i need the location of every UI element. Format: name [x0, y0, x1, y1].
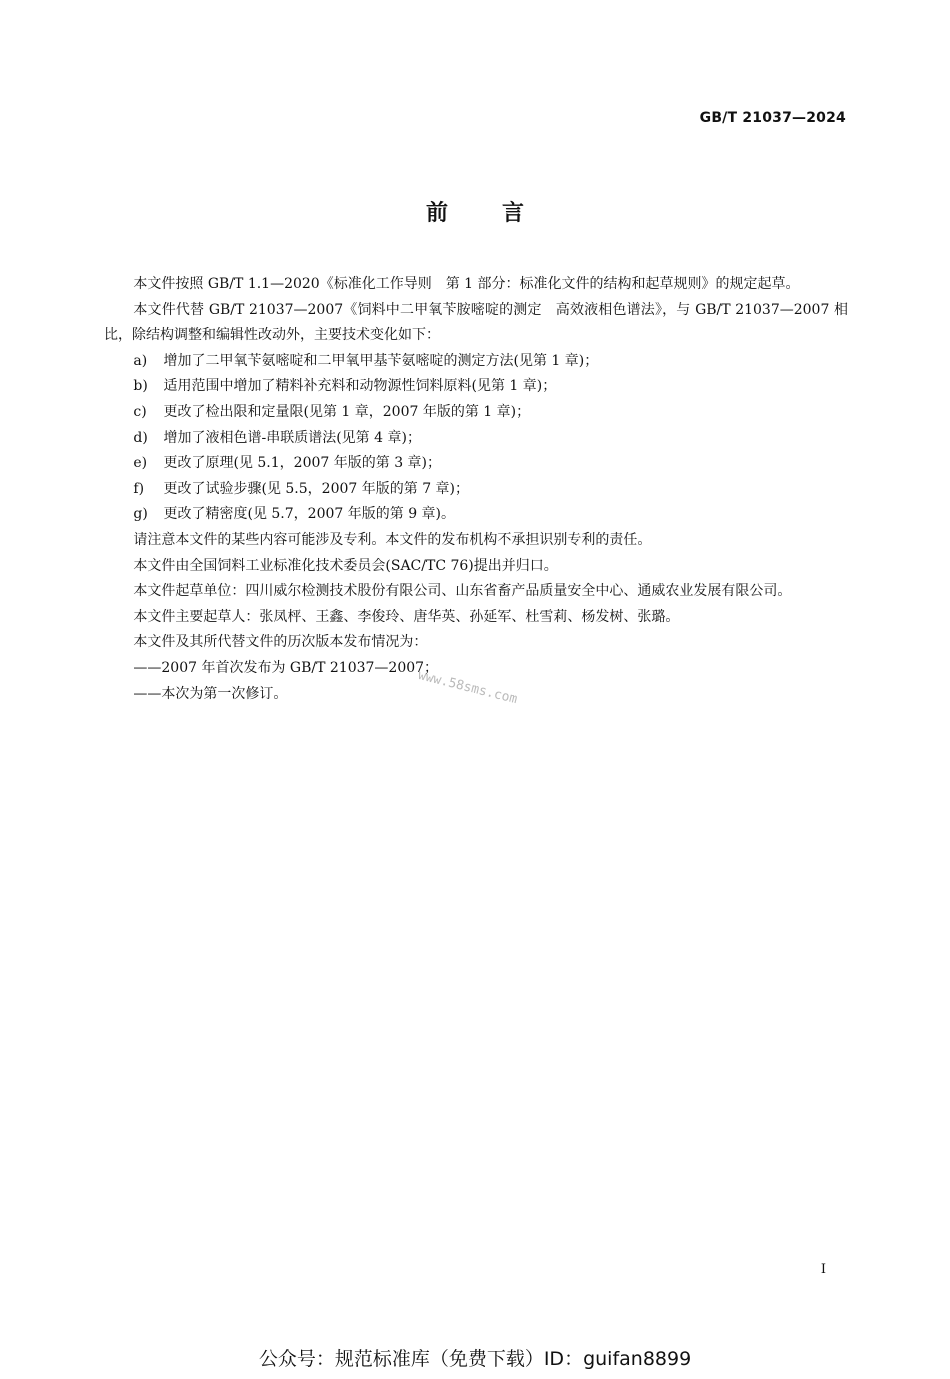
change-item — [104, 477, 848, 503]
paragraph-history-intro: 本文件及其所代替文件的历次版本发布情况为： — [133, 634, 428, 651]
title-char-1: 前 — [425, 201, 448, 226]
change-marker: a) — [133, 352, 148, 369]
paragraph-drafting-units: 本文件起草单位：四川威尔检测技术股份有限公司、山东省畜产品质量安全中心、通威农业发展有限公司。 — [133, 583, 792, 600]
change-marker: f) — [133, 480, 145, 497]
title-char-2: 言 — [502, 201, 525, 226]
change-marker: g) — [133, 506, 148, 523]
change-text: 增加了二甲氧苄氨嘧啶和二甲氧甲基苄氨嘧啶的测定方法(见第 1 章)； — [163, 352, 599, 369]
change-text: 增加了液相色谱-串联质谱法(见第 4 章)； — [163, 429, 421, 446]
change-marker: b) — [133, 378, 148, 395]
change-text: 更改了试验步骤(见 5.5，2007 年版的第 7 章)； — [163, 480, 470, 497]
paragraph-drafting-rules: 本文件按照 GB/T 1.1—2020《标准化工作导则 第 1 部分：标准化文件的结构和起草规则》的规定起草。 — [133, 276, 800, 292]
change-item — [104, 502, 848, 528]
page-number: I — [820, 1262, 826, 1277]
paragraph-patent-notice: 请注意本文件的某些内容可能涉及专利。本文件的发布机构不承担识别专利的责任。 — [133, 531, 652, 548]
page-title — [0, 196, 950, 227]
paragraph-drafters: 本文件主要起草人：张凤枰、王鑫、李俊玲、唐华英、孙延军、杜雪莉、杨发树、张璐。 — [133, 608, 680, 625]
paragraph-replacement: 本文件代替 GB/T 21037—2007《饲料中二甲氧苄胺嘧啶的测定 高效液相色谱法》，与 GB/T 21037—2007 相比，除结构调整和编辑性改动外，主要技术变化如下： — [104, 301, 848, 344]
history-item: ——本次为第一次修订。 — [133, 685, 288, 702]
change-text: 更改了精密度(见 5.7，2007 年版的第 9 章)。 — [163, 506, 456, 523]
history-item: ——2007 年首次发布为 GB/T 21037—2007； — [133, 659, 439, 676]
change-marker: d) — [133, 429, 148, 446]
change-marker: e) — [133, 455, 148, 472]
change-text: 更改了原理(见 5.1，2007 年版的第 3 章)； — [163, 455, 442, 472]
footer-note: 公众号：规范标准库（免费下载）ID：guifan8899 — [258, 1348, 692, 1370]
change-text: 适用范围中增加了精料补充料和动物源性饲料原料(见第 1 章)； — [163, 378, 557, 395]
foreword-body — [104, 272, 848, 707]
change-text: 更改了检出限和定量限(见第 1 章，2007 年版的第 1 章)； — [163, 403, 531, 420]
change-marker: c) — [133, 403, 147, 420]
change-item — [104, 451, 848, 477]
standard-number: GB/T 21037—2024 — [699, 110, 846, 126]
change-item — [104, 374, 848, 400]
watermark: www.58sms.com — [416, 668, 519, 708]
change-item — [104, 400, 848, 426]
change-item — [104, 426, 848, 452]
change-item — [104, 349, 848, 375]
paragraph-proposed-by: 本文件由全国饲料工业标准化技术委员会(SAC/TC 76)提出并归口。 — [133, 557, 558, 574]
